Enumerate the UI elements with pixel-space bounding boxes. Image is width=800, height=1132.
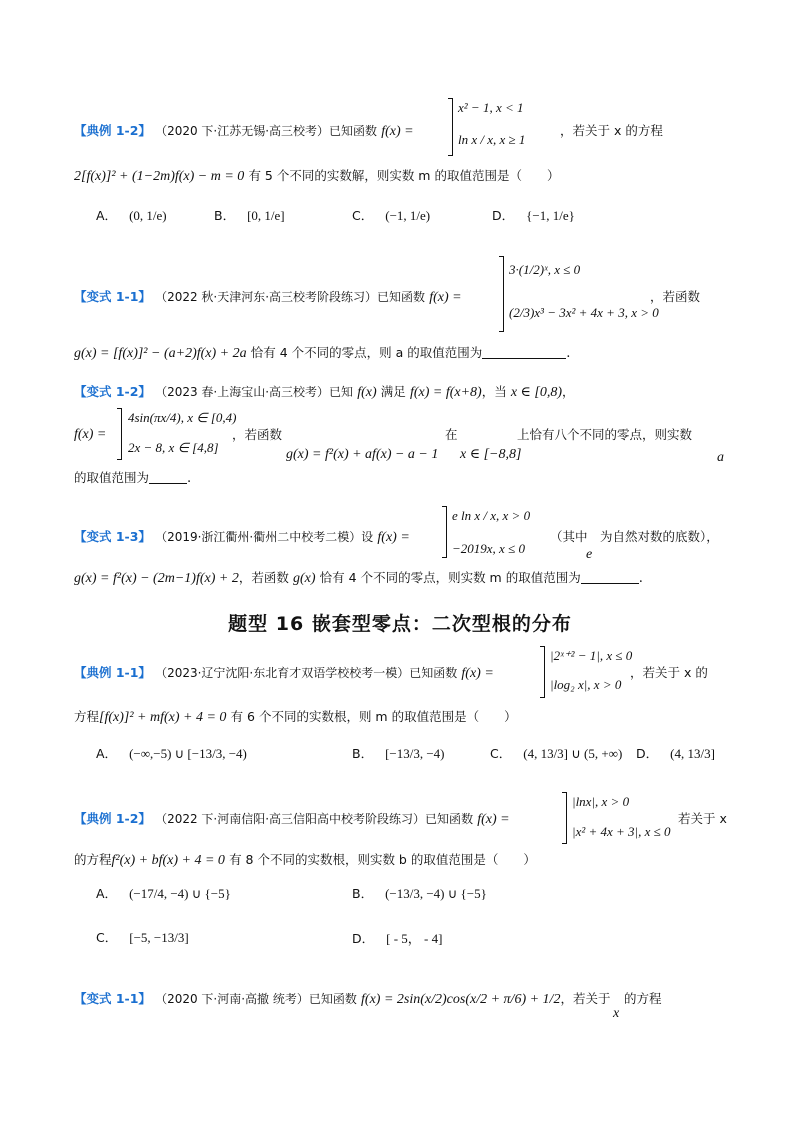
- q3-line2-a: 的方程: [74, 852, 112, 867]
- v11-line1: [74, 288, 462, 307]
- v13-note-e: e: [586, 547, 593, 562]
- v12-source: （2023 春·上海宝山·高三校考）已知: [155, 385, 354, 399]
- q1-option-a-value: (0, 1/e): [129, 208, 167, 223]
- q1-tail: ，若关于 x 的方程: [560, 123, 663, 138]
- v13-line2-text2: 恰有 4 个不同的零点，则实数 m 的取值范围为: [319, 570, 581, 585]
- v11-source: （2022 秋·天津河东·高三校考阶段练习）已知函数: [155, 290, 426, 304]
- q3-option-a[interactable]: [96, 884, 231, 902]
- q2-tag: 【典例 1-1】: [74, 665, 151, 680]
- v12-when-math: x ∈ [0,8): [510, 385, 563, 400]
- v13-line1: [74, 528, 410, 547]
- v11-tail: ，若函数: [650, 289, 701, 304]
- q1-option-b-label: B．: [214, 208, 236, 223]
- v21-source: （2020 下·河南·高撤 统考）已知函数: [155, 992, 357, 1006]
- q3-tag: 【典例 1-2】: [74, 811, 151, 826]
- v12-tag: 【变式 1-2】: [74, 384, 151, 399]
- q3-piece2: |x² + 4x + 3|, x ≤ 0: [572, 824, 671, 839]
- v13-brace: [446, 506, 447, 558]
- q2-option-a-value: (−∞,−5) ∪ [−13/3, −4): [129, 746, 247, 761]
- q1-func: f(x) =: [381, 124, 414, 139]
- v13-line2-text: ，若函数: [238, 570, 289, 585]
- q3-line2: [74, 851, 536, 870]
- q3-line1: [74, 810, 510, 829]
- v12-answer-blank[interactable]: [149, 483, 187, 484]
- v21-tail2: 的方程: [624, 991, 662, 1006]
- q2-option-d[interactable]: [636, 744, 715, 762]
- v21-tag: 【变式 1-1】: [74, 991, 151, 1006]
- v11-tag: 【变式 1-1】: [74, 289, 151, 304]
- v21-var-x: x: [613, 1006, 620, 1021]
- v13-tag: 【变式 1-3】: [74, 529, 151, 544]
- q1-option-d-value: {−1, 1/e}: [526, 208, 575, 223]
- q2-source: （2023·辽宁沈阳·东北育才双语学校校考一模）已知函数: [155, 666, 458, 680]
- v13-line2: [74, 569, 643, 588]
- v12-line3-text: 的取值范围为: [74, 470, 150, 485]
- q1-piece1: x² − 1, x < 1: [458, 100, 524, 115]
- v12-cond: 满足: [380, 384, 406, 399]
- v13-source: （2019·浙江衢州·衢州二中校考二模）设: [155, 530, 374, 544]
- v13-equation: g(x) = f²(x) − (2m−1)f(x) + 2: [74, 571, 239, 586]
- v12-when: ，当: [481, 384, 507, 399]
- v12-on: 在: [445, 427, 458, 442]
- v12-line3: [74, 469, 191, 488]
- q3-option-b[interactable]: [352, 884, 487, 902]
- q1-option-c[interactable]: [352, 206, 430, 224]
- q2-line2-a: 方程: [74, 709, 100, 724]
- v12-text2: 上恰有八个不同的零点，则实数: [517, 427, 693, 442]
- v11-func: f(x) =: [429, 290, 462, 305]
- q3-source: （2022 下·河南信阳·高三信阳高中校考阶段练习）已知函数: [155, 812, 474, 826]
- v13-func: f(x) =: [377, 530, 410, 545]
- q3-option-d[interactable]: [352, 928, 442, 947]
- v21-line1: [74, 990, 610, 1009]
- v12-range-math: x ∈ [−8,8]: [460, 447, 522, 462]
- q3-option-d-value: [ - 5， - 4]: [386, 931, 443, 946]
- q3-option-c[interactable]: [96, 928, 189, 946]
- v13-end: .: [638, 571, 643, 586]
- v11-piece1: 3·(1/2)ˣ, x ≤ 0: [509, 262, 581, 277]
- q3-option-b-label: B．: [352, 886, 374, 901]
- q3-option-c-value: [−5, −13/3]: [129, 930, 189, 945]
- q1-line2-text: 有 5 个不同的实数解，则实数 m 的取值范围是（ ）: [248, 168, 560, 183]
- q3-func: f(x) =: [477, 812, 510, 827]
- v12-cond-math: f(x) = f(x+8): [409, 385, 482, 400]
- v11-end: .: [566, 346, 571, 361]
- q1-line1: [74, 122, 414, 141]
- q1-source: （2020 下·江苏无锡·高三校考）已知函数: [155, 124, 378, 138]
- q3-option-a-value: (−17/4, −4) ∪ {−5}: [129, 886, 231, 901]
- q2-option-d-label: D．: [636, 746, 659, 761]
- q2-option-b-label: B．: [352, 746, 374, 761]
- q2-line1: [74, 664, 494, 683]
- q3-option-b-value: (−13/3, −4) ∪ {−5}: [385, 886, 487, 901]
- v13-gx: g(x): [292, 571, 316, 586]
- q2-piece1: |2ˣ⁺² − 1|, x ≤ 0: [550, 648, 633, 663]
- v12-comma: ，: [562, 384, 575, 399]
- v12-line2: [74, 426, 106, 444]
- q3-equation: f²(x) + bf(x) + 4 = 0: [111, 853, 225, 868]
- q2-option-a-label: A．: [96, 746, 118, 761]
- v12-g-math: g(x) = f²(x) + af(x) − a − 1: [286, 447, 439, 462]
- q2-option-a[interactable]: [96, 744, 247, 762]
- v12-var-a: a: [717, 450, 724, 465]
- q1-line2: [74, 167, 559, 186]
- v11-brace: [503, 256, 504, 332]
- q2-tail: ，若关于 x 的: [630, 665, 708, 680]
- q3-option-a-label: A．: [96, 886, 118, 901]
- q2-line2: [74, 708, 517, 727]
- q1-piece2: ln x / x, x ≥ 1: [458, 132, 526, 147]
- q2-option-d-value: (4, 13/3]: [670, 746, 715, 761]
- q2-option-c-value: (4, 13/3] ∪ (5, +∞): [523, 746, 623, 761]
- q1-option-c-label: C．: [352, 208, 374, 223]
- v12-mid: ，若函数: [232, 427, 283, 442]
- v12-brace: [121, 408, 122, 460]
- q3-piece1: |lnx|, x > 0: [572, 794, 630, 809]
- v13-note: （其中 为自然对数的底数），: [550, 529, 719, 544]
- v21-func: f(x) = 2sin(x/2)cos(x/2 + π/6) + 1/2: [361, 992, 561, 1007]
- q2-option-b-value: [−13/3, −4): [385, 746, 445, 761]
- v12-fx: f(x): [357, 385, 377, 400]
- v12-end: .: [187, 471, 192, 486]
- v12-line1: [74, 383, 575, 402]
- v12-piece2: 2x − 8, x ∈ [4,8]: [128, 440, 219, 455]
- q1-option-b[interactable]: [214, 206, 285, 224]
- q1-option-a[interactable]: [96, 206, 167, 224]
- v21-tail: ，若关于: [560, 991, 611, 1006]
- v11-equation: g(x) = [f(x)]² − (a+2)f(x) + 2a: [74, 346, 247, 361]
- v11-line2-text: 恰有 4 个不同的零点，则 a 的取值范围为: [250, 345, 483, 360]
- q1-brace: [452, 98, 453, 156]
- v11-piece2: (2/3)x³ − 3x² + 4x + 3, x > 0: [509, 305, 659, 320]
- q3-option-d-label: D．: [352, 931, 375, 946]
- q2-piece2: |log₂ x|, x > 0: [550, 677, 622, 692]
- section-heading: 题型 16 嵌套型零点：二次型根的分布: [228, 613, 572, 635]
- q2-option-b[interactable]: [352, 744, 445, 762]
- q2-brace: [544, 646, 545, 698]
- q2-equation: [f(x)]² + mf(x) + 4 = 0: [99, 710, 227, 725]
- v12-func: f(x) =: [74, 427, 107, 442]
- q2-line2-text: 有 6 个不同的实数根，则 m 的取值范围是（ ）: [230, 709, 517, 724]
- q1-tag: 【典例 1-2】: [74, 123, 151, 138]
- v13-piece1: e ln x / x, x > 0: [452, 508, 531, 523]
- v13-answer-blank[interactable]: [581, 583, 639, 584]
- q1-equation: 2[f(x)]² + (1−2m)f(x) − m = 0: [74, 169, 245, 184]
- q1-option-b-value: [0, 1/e]: [247, 208, 285, 223]
- q1-option-c-value: (−1, 1/e): [385, 208, 431, 223]
- q2-option-c-label: C．: [490, 746, 512, 761]
- q3-line2-text: 有 8 个不同的实数根，则实数 b 的取值范围是（ ）: [229, 852, 536, 867]
- q3-tail: 若关于 x: [678, 811, 727, 826]
- v13-piece2: −2019x, x ≤ 0: [452, 541, 525, 556]
- v11-answer-blank[interactable]: [482, 358, 566, 359]
- q1-option-d-label: D．: [492, 208, 515, 223]
- v11-line2: [74, 344, 570, 363]
- q1-option-a-label: A．: [96, 208, 118, 223]
- q3-brace: [566, 792, 567, 844]
- q2-func: f(x) =: [461, 666, 494, 681]
- q2-option-c[interactable]: [490, 744, 622, 762]
- v12-piece1: 4sin(πx/4), x ∈ [0,4): [128, 410, 237, 425]
- q3-option-c-label: C．: [96, 930, 118, 945]
- q1-option-d[interactable]: [492, 206, 575, 224]
